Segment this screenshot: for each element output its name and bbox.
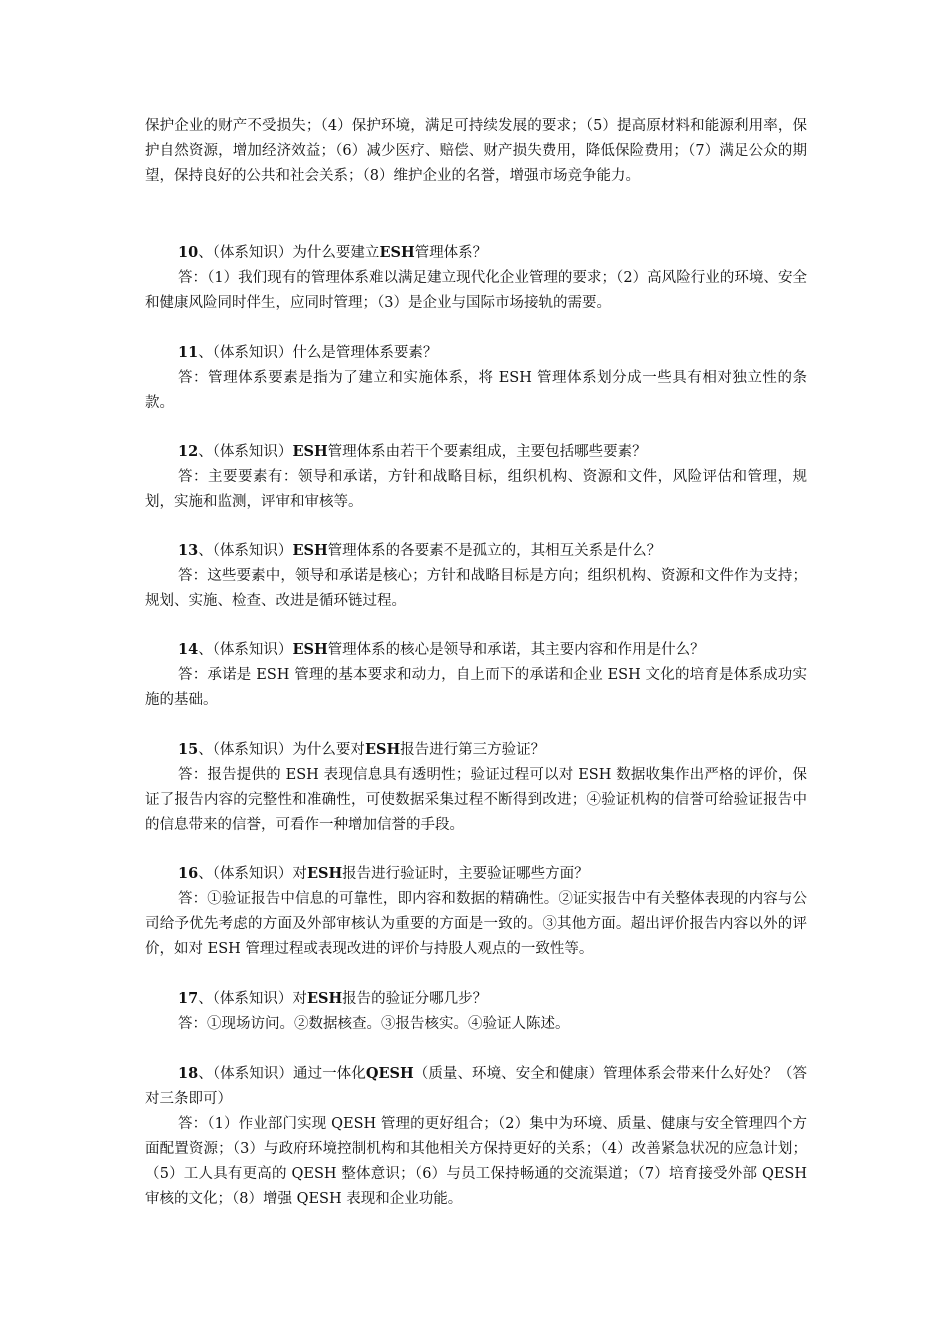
- question-keyword: ESH: [306, 990, 343, 1007]
- answer: 答：主要要素有：领导和承诺，方针和战略目标，组织机构、资源和文件，风险评估和管理，规划，实施和监测，评审和审核等。: [145, 469, 807, 510]
- question-text-post: 报告进行第三方验证？: [400, 742, 546, 758]
- question-number: 16: [178, 865, 199, 882]
- question-text-pre: 、（体系知识）为什么要建立: [198, 245, 380, 261]
- answer: 答：①现场访问。②数据核查。③报告核实。④验证人陈述。: [178, 1016, 570, 1032]
- question-text-post: 报告的验证分哪几步？: [342, 991, 488, 1007]
- question: [145, 637, 807, 663]
- question-text-post: 报告进行验证时，主要验证哪些方面？: [342, 866, 589, 882]
- question-text-post: （质量、环境、安全和健康）管理体系会带来什么好处？（答对三条即可）: [145, 1066, 808, 1107]
- question: [145, 340, 807, 366]
- qa-item-10: [145, 240, 807, 316]
- answer: 答：管理体系要素是指为了建立和实施体系，将 ESH 管理体系划分成一些具有相对独立性的条款。: [145, 370, 807, 411]
- question-number: 15: [178, 741, 199, 758]
- question-number: 17: [178, 990, 199, 1007]
- question-number: 13: [178, 542, 199, 559]
- question-keyword: ESH: [292, 443, 328, 460]
- answer: 答：（1）我们现有的管理体系难以满足建立现代化企业管理的要求；（2）高风险行业的环境、安全和健康风险同时伴生，应同时管理；（3）是企业与国际市场接轨的需要。: [145, 270, 807, 311]
- answer: 答：承诺是 ESH 管理的基本要求和动力，自上而下的承诺和企业 ESH 文化的培育是体系成功实施的基础。: [145, 667, 807, 708]
- answer: 答：这些要素中，领导和承诺是核心；方针和战略目标是方向；组织机构、资源和文件作为支持；规划、实施、检查、改进是循环链过程。: [145, 568, 807, 609]
- question-text-post: 管理体系？: [414, 245, 488, 261]
- question-text-pre: 、（体系知识）: [198, 543, 293, 559]
- question-text-post: 管理体系由若干个要素组成，主要包括哪些要素？: [327, 444, 647, 460]
- question-keyword: ESH: [364, 741, 401, 758]
- qa-item-16: [145, 861, 807, 962]
- question-keyword: ESH: [306, 865, 343, 882]
- question-text-post: 管理体系的核心是领导和承诺，其主要内容和作用是什么？: [327, 642, 705, 658]
- question-number: 14: [178, 641, 199, 658]
- question: [145, 240, 807, 266]
- answer: 答：①验证报告中信息的可靠性，即内容和数据的精确性。②证实报告中有关整体表现的内容与公司给予优先考虑的方面及外部审核认为重要的方面是一致的。③其他方面。超出评价报告内容以外的评价，如对 ESH 管理过程或表现改进的评价与持股人观点的一致性等。: [145, 891, 807, 957]
- question-keyword: ESH: [379, 244, 415, 261]
- qa-item-11: [145, 340, 807, 416]
- qa-item-18: [145, 1061, 807, 1212]
- question-number: 11: [178, 344, 199, 361]
- question-keyword: QESH: [365, 1065, 414, 1082]
- question-text-pre: 、（体系知识）什么是管理体系要素？: [198, 345, 438, 361]
- answer: 答：报告提供的 ESH 表现信息具有透明性；验证过程可以对 ESH 数据收集作出严格的评价，保证了报告内容的完整性和准确性，可使数据采集过程不断得到改进；④验证机构的信誉可给验证报告中的信息带来的信誉，可看作一种增加信誉的手段。: [145, 767, 807, 833]
- question-text-pre: 、（体系知识）: [198, 444, 293, 460]
- question: [145, 986, 807, 1012]
- qa-item-12: [145, 439, 807, 515]
- question-text-pre: 、（体系知识）对: [198, 866, 307, 882]
- question: [145, 439, 807, 465]
- question-text-pre: 、（体系知识）: [198, 642, 293, 658]
- qa-item-14: [145, 637, 807, 713]
- question-text-pre: 、（体系知识）通过一体化: [198, 1066, 366, 1082]
- intro-paragraph: 保护企业的财产不受损失；（4）保护环境，满足可持续发展的要求；（5）提高原材料和能源利用率，保护自然资源，增加经济效益；（6）减少医疗、赔偿、财产损失费用，降低保险费用；（7）满足公众的期望，保持良好的公共和社会关系；（8）维护企业的名誉，增强市场竞争能力。: [145, 118, 807, 184]
- question-text-pre: 、（体系知识）对: [198, 991, 307, 1007]
- qa-item-17: [145, 986, 807, 1037]
- question-text-post: 管理体系的各要素不是孤立的，其相互关系是什么？: [327, 543, 662, 559]
- qa-item-15: [145, 737, 807, 838]
- question: [145, 1061, 807, 1112]
- qa-item-13: [145, 538, 807, 614]
- question-number: 10: [178, 244, 199, 261]
- question-keyword: ESH: [292, 641, 328, 658]
- question-text-pre: 、（体系知识）为什么要对: [198, 742, 365, 758]
- question: [145, 861, 807, 887]
- answer: 答：（1）作业部门实现 QESH 管理的更好组合；（2）集中为环境、质量、健康与安全管理四个方面配置资源；（3）与政府环境控制机构和其他相关方保持更好的关系；（4）改善紧急状况的应急计划；（5）工人具有更高的 QESH 整体意识；（6）与员工保持畅通的交流渠道；（7）培育接受外部 QESH 审核的文化；（8）增强 QESH 表现和企业功能。: [145, 1116, 807, 1207]
- question-keyword: ESH: [292, 542, 328, 559]
- question-number: 12: [178, 443, 199, 460]
- question: [145, 737, 807, 763]
- question-number: 18: [178, 1065, 199, 1082]
- question: [145, 538, 807, 564]
